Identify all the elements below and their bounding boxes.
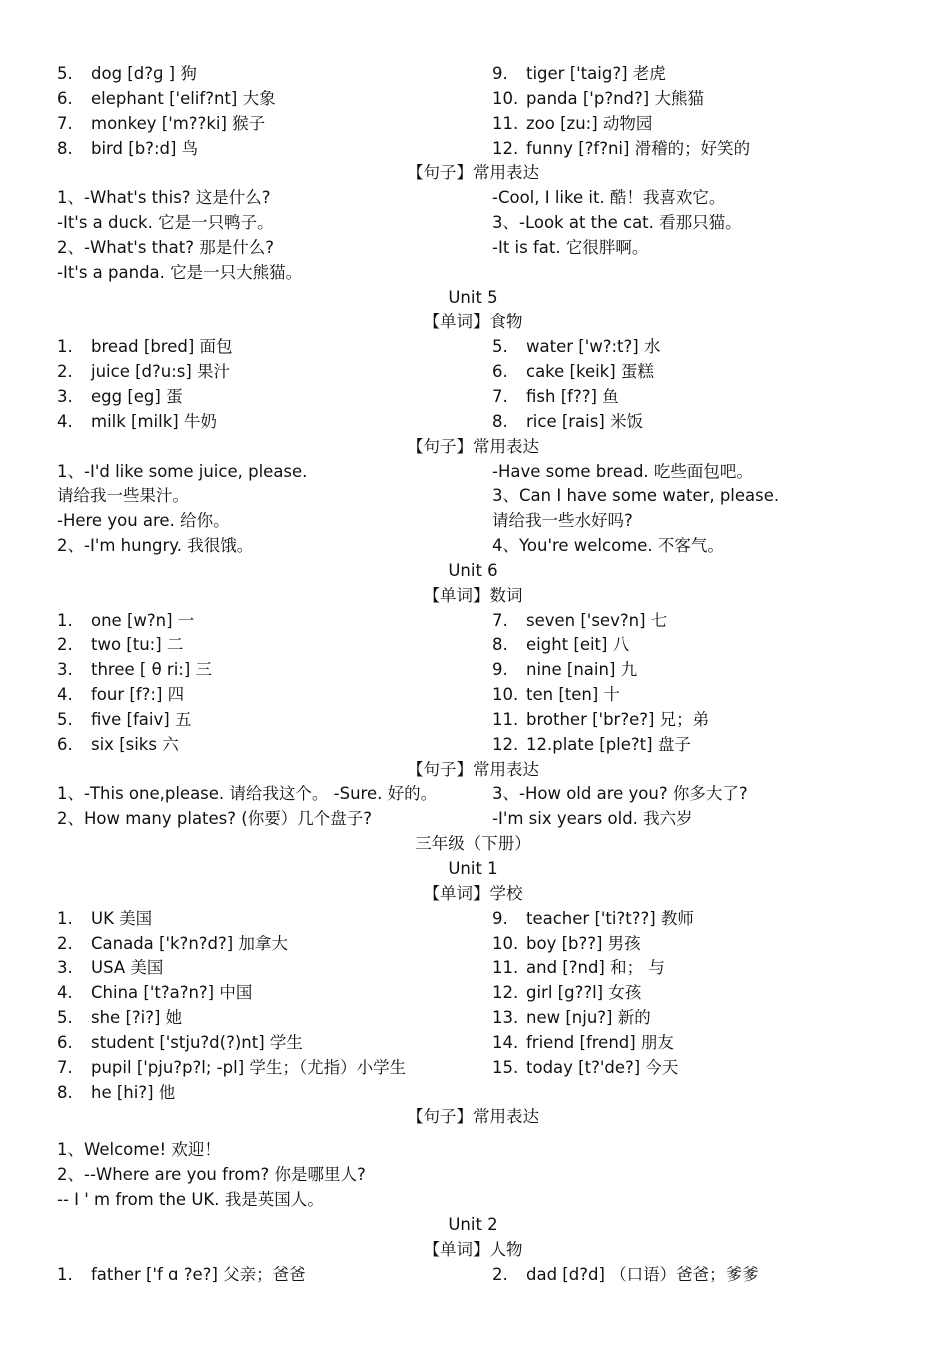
word-item: 10. boy [b??] 男孩 (492, 933, 641, 953)
section-header: 【单词】人物 (423, 1239, 523, 1259)
sentence-line: 4、You're welcome. 不客气。 (492, 536, 724, 556)
word-item: 11. zoo [zu:] 动物园 (492, 113, 653, 133)
grade-title-row (0, 832, 950, 857)
sentence-line: 请给我一些水好吗? (492, 511, 633, 531)
word-item: 11. brother ['br?e?] 兄；弟 (492, 709, 710, 729)
word-item: 1. one [w?n] 一 (57, 610, 195, 630)
sentence-row (0, 261, 950, 286)
word-row (0, 907, 950, 932)
sentence-row (0, 1188, 950, 1213)
word-item: 10. ten [ten] 十 (492, 685, 621, 705)
sentence-line: 3、Can I have some water, please. (492, 486, 780, 506)
word-row (0, 633, 950, 658)
sentence-line: -Have some bread. 吃些面包吧。 (492, 461, 753, 481)
sentence-row (0, 1138, 950, 1163)
sentence-line: 1、-This one,please. 请给我这个。 -Sure. 好的。 (57, 784, 438, 804)
word-row (0, 932, 950, 957)
word-row (0, 733, 950, 758)
word-row (0, 360, 950, 385)
word-item: 7. monkey ['m??ki] 猴子 (57, 113, 266, 133)
grade-title: 三年级（下册） (415, 834, 531, 854)
word-item: 10. panda ['p?nd?] 大熊猫 (492, 88, 704, 108)
sentence-line: 2、-What's that? 那是什么? (57, 237, 274, 257)
section-header-row (0, 161, 950, 186)
word-row (0, 658, 950, 683)
sentence-row (0, 186, 950, 211)
sentence-row (0, 807, 950, 832)
sentence-line: -It's a duck. 它是一只鸭子。 (57, 213, 274, 233)
word-item: 11. and [?nd] 和； 与 (492, 958, 665, 978)
sentence-line: 2、--Where are you from? 你是哪里人? (57, 1165, 366, 1185)
word-item: 4. China ['t?a?n?] 中国 (57, 983, 253, 1003)
word-row (0, 609, 950, 634)
word-row (0, 981, 950, 1006)
sentence-line: 1、-I'd like some juice, please. (57, 461, 308, 481)
section-header: 【单词】食物 (423, 312, 523, 332)
word-item: 2. juice [d?u:s] 果汁 (57, 362, 231, 382)
sentence-line: 1、Welcome! 欢迎！ (57, 1140, 221, 1160)
unit-title: Unit 2 (448, 1214, 498, 1234)
word-row (0, 62, 950, 87)
sentence-line: 1、-What's this? 这是什么? (57, 188, 271, 208)
word-row (0, 87, 950, 112)
word-item: 12. girl [g??l] 女孩 (492, 983, 642, 1003)
word-row (0, 385, 950, 410)
word-item: 6. cake [keik] 蛋糕 (492, 362, 654, 382)
sentence-line: 2、-I'm hungry. 我很饿。 (57, 536, 254, 556)
word-row (0, 1056, 950, 1081)
section-header-row (0, 1238, 950, 1263)
word-item: 5. she [?i?] 她 (57, 1008, 183, 1028)
word-row (0, 1081, 950, 1106)
sentence-row (0, 782, 950, 807)
word-row (0, 708, 950, 733)
word-item: 4. four [f?:] 四 (57, 685, 185, 705)
unit-title-row (0, 559, 950, 584)
word-item: 5. five [faiv] 五 (57, 709, 192, 729)
sentence-row (0, 236, 950, 261)
word-item: 5. water ['w?:t?] 水 (492, 337, 661, 357)
section-header-row (0, 1105, 950, 1130)
word-item: 15. today [t?'de?] 今天 (492, 1057, 679, 1077)
word-item: 3. USA 美国 (57, 958, 164, 978)
word-row (0, 112, 950, 137)
word-item: 8. eight [eit] 八 (492, 635, 630, 655)
unit-title: Unit 1 (448, 859, 498, 878)
section-header-row (0, 758, 950, 783)
word-item: 13. new [nju?] 新的 (492, 1008, 651, 1028)
word-row (0, 1263, 950, 1288)
word-item: 9. tiger ['taig?] 老虎 (492, 64, 666, 83)
word-row (0, 683, 950, 708)
section-header-row (0, 584, 950, 609)
word-row (0, 1006, 950, 1031)
word-item: 3. three [ θ ri:] 三 (57, 660, 213, 680)
sentence-line: -It's a panda. 它是一只大熊猫。 (57, 262, 303, 282)
unit-title-row (0, 286, 950, 311)
unit-title-row (0, 1213, 950, 1238)
section-header: 【单词】数词 (423, 585, 523, 605)
word-row (0, 410, 950, 435)
word-item: 1. father ['f ɑ ?e?] 父亲；爸爸 (57, 1264, 306, 1284)
word-item: 2. two [tu:] 二 (57, 635, 184, 655)
sentence-line: -Here you are. 给你。 (57, 511, 230, 531)
word-item: 4. milk [milk] 牛奶 (57, 411, 217, 431)
sentence-line: 3、-How old are you? 你多大了? (492, 784, 748, 804)
word-item: 5. dog [d?ɡ ] 狗 (57, 64, 197, 83)
word-item: 2. dad [d?d] （口语）爸爸；爹爹 (492, 1264, 759, 1284)
word-item: 1. UK 美国 (57, 908, 153, 928)
word-item: 7. pupil ['pju?p?l; -pl] 学生；（尤指）小学生 (57, 1057, 407, 1077)
word-item: 9. teacher ['ti?t??] 教师 (492, 908, 694, 928)
unit-title: Unit 6 (448, 560, 498, 580)
sentence-row (0, 211, 950, 236)
sentence-line: -I'm six years old. 我六岁 (492, 809, 693, 829)
section-header: 【句子】常用表达 (407, 436, 539, 456)
sentence-line: -- I ' m from the UK. 我是英国人。 (57, 1189, 324, 1209)
word-item: 7. fish [f??] 鱼 (492, 386, 619, 406)
document-page (0, 62, 950, 1287)
word-item: 12. funny [?f?ni] 滑稽的；好笑的 (492, 138, 751, 158)
unit-title-row (0, 857, 950, 882)
section-header: 【句子】常用表达 (407, 759, 539, 779)
word-item: 6. student ['stju?d(?)nt] 学生 (57, 1032, 303, 1052)
section-header: 【句子】常用表达 (407, 163, 539, 183)
word-item: 12. 12.plate [ple?t] 盘子 (492, 734, 691, 754)
word-item: 9. nine [nain] 九 (492, 660, 638, 680)
sentence-row (0, 1163, 950, 1188)
word-row (0, 956, 950, 981)
word-item: 7. seven ['sev?n] 七 (492, 610, 668, 630)
sentence-line: 2、How many plates? (你要）几个盘子? (57, 809, 372, 829)
sentence-line: 3、-Look at the cat. 看那只猫。 (492, 213, 742, 233)
word-row (0, 1031, 950, 1056)
sentence-row (0, 484, 950, 509)
word-item: 6. six [siks 六 (57, 734, 179, 754)
sentence-row (0, 460, 950, 485)
word-item: 1. bread [bred] 面包 (57, 337, 233, 357)
sentence-row (0, 509, 950, 534)
sentence-line: 请给我一些果汁。 (57, 486, 189, 506)
word-row (0, 335, 950, 360)
word-item: 6. elephant ['elif?nt] 大象 (57, 88, 276, 108)
word-row (0, 137, 950, 162)
word-item: 3. egg [eg] 蛋 (57, 386, 183, 406)
word-item: 8. bird [b?:d] 鸟 (57, 138, 199, 158)
sentence-row (0, 534, 950, 559)
word-item: 8. he [hi?] 他 (57, 1082, 176, 1102)
word-item: 2. Canada ['k?n?d?] 加拿大 (57, 933, 288, 953)
word-item: 14. friend [frend] 朋友 (492, 1032, 674, 1052)
section-header: 【句子】常用表达 (407, 1107, 539, 1127)
sentence-line: -It is fat. 它很胖啊。 (492, 237, 649, 257)
section-header: 【单词】学校 (423, 883, 523, 903)
section-header-row (0, 435, 950, 460)
section-header-row (0, 310, 950, 335)
sentence-line: -Cool, I like it. 酷！我喜欢它。 (492, 188, 726, 208)
word-item: 8. rice [rais] 米饭 (492, 411, 644, 431)
section-header-row (0, 882, 950, 907)
unit-title: Unit 5 (448, 287, 498, 307)
